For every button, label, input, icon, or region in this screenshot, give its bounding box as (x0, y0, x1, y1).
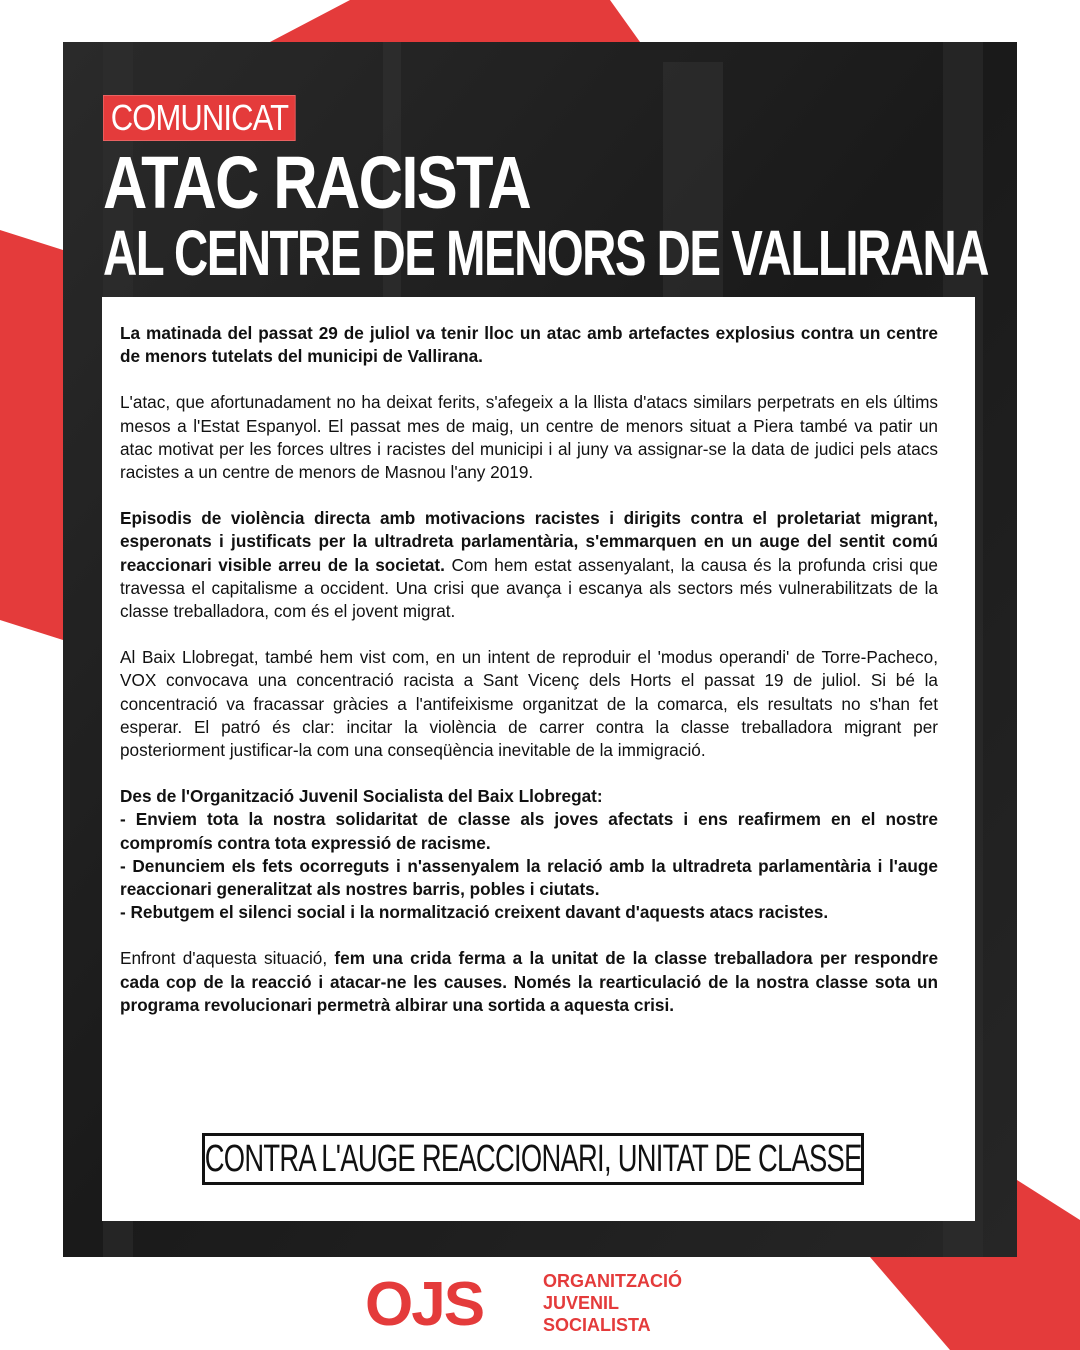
comunicat-tag: COMUNICAT (103, 95, 296, 141)
page-subtitle: AL CENTRE DE MENORS DE VALLIRANA (103, 217, 988, 289)
list-item: - Denunciem els fets ocorreguts i n'assenyalem la relació amb la ultradreta parlamentària i l'auge reaccionari generalitzat als nostres barris, pobles i ciutats. (120, 855, 938, 900)
logo-text (543, 1270, 682, 1336)
paragraph-3-rest: Com hem estat assenyalant, la causa és la profunda crisi que travessa el capitalisme a occident. Una crisi que avança i escanya als sectors més vulnerabilitzats de la classe treballadora, com és el jovent migrat. (120, 554, 938, 622)
paragraph-1-bold: La matinada del passat 29 de juliol va tenir lloc un atac amb artefactes explosius contra un centre de menors tutelats del municipi de Vallirana. (120, 323, 938, 367)
ojs-logo (365, 1270, 705, 1340)
paragraph-5-start: Enfront d'aquesta situació, (120, 948, 335, 969)
red-shape-left (0, 230, 63, 640)
demands-list (120, 785, 938, 924)
slogan-box (202, 1133, 864, 1185)
logo-line-2: JUVENIL (543, 1293, 620, 1313)
red-shape-bottom-right-2 (870, 1257, 1017, 1350)
logo-line-1: ORGANITZACIÓ (543, 1271, 682, 1291)
paragraph-4: Al Baix Llobregat, també hem vist com, en un intent de reproduir el 'modus operandi' de Torre-Pacheco, VOX convocava una concentració racista a Sant Vicenç dels Horts el passat 19 de juliol. Si bé la concentració va fracassar gràcies a l'antifeixisme organitzat de la comarca, els resultats no s'han fet esperar. El patró és clar: incitar la violència de carrer contra la classe treballadora migrant per posteriorment justificar-la com una conseqüència inevitable de la immigració. (120, 647, 938, 761)
page-title: ATAC RACISTA (103, 141, 531, 224)
paragraph-5 (120, 947, 938, 1017)
paragraph-1 (120, 322, 938, 368)
red-shape-top (270, 0, 640, 42)
paragraph-2: L'atac, que afortunadament no ha deixat ferits, s'afegeix a la llista d'atacs similars perpetrats en els últims mesos a l'Estat Espanyol. El passat mes de maig, un centre de menors situat a Piera també va patir un atac motivat per les forces ultres i racistes del municipi i al juny va assignar-se la data de judici pels atacs racistes a un centre de menors de Masnou l'any 2019. (120, 392, 938, 483)
logo-letters: OJS (365, 1270, 484, 1339)
statement-body (120, 322, 938, 1040)
list-intro: Des de l'Organització Juvenil Socialista del Baix Llobregat: (120, 786, 603, 807)
slogan-text: CONTRA L'AUGE REACCIONARI, UNITAT DE CLASSE (204, 1137, 862, 1180)
red-shape-bottom-right (1017, 1180, 1080, 1350)
paragraph-3 (120, 507, 938, 623)
paragraph-5-bold: fem una crida ferma a la unitat de la classe treballadora per respondre cada cop de la reacció i atacar-ne les causes. Només la rearticulació de la nostra classe sota un programa revolucionari permetrà albirar una sortida a aquesta crisi. (120, 948, 939, 1015)
list-item: - Enviem tota la nostra solidaritat de classe als joves afectats i ens reafirmem en el nostre compromís contra tota expressió de racisme. (120, 809, 938, 853)
logo-line-3: SOCIALISTA (543, 1315, 651, 1335)
list-item: - Rebutgem el silenci social i la normalització creixent davant d'aquests atacs racistes. (120, 902, 829, 923)
paragraph-3-bold: Episodis de violència directa amb motivacions racistes i dirigits contra el proletariat migrant, esperonats i justificats per la ultradreta parlamentària, s'emmarquen en un auge del sentit comú reaccionari visible arreu de la societat. (120, 508, 938, 575)
